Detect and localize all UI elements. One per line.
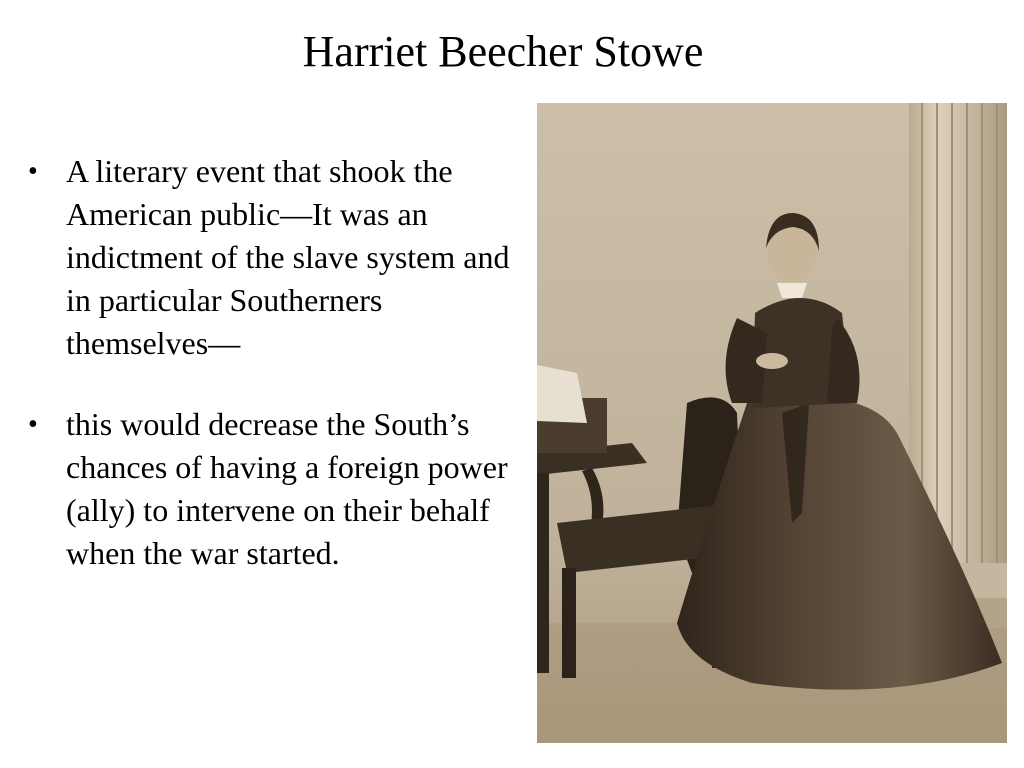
bullet-item (26, 403, 510, 575)
slide-title: Harriet Beecher Stowe (302, 27, 704, 76)
portrait-illustration (537, 103, 1007, 743)
bullet-item (26, 150, 510, 365)
portrait-photo (537, 103, 1007, 743)
bullet-marker: • (28, 409, 38, 440)
bullet-list (26, 150, 510, 613)
bullet-text: this would decrease the South’s chances of having a foreign power (ally) to intervene on their behalf when the war started. (66, 406, 508, 571)
bullet-marker: • (28, 156, 38, 187)
bullet-text: A literary event that shook the American public—It was an indictment of the slave system and in particular Southerners themselves— (66, 153, 510, 361)
